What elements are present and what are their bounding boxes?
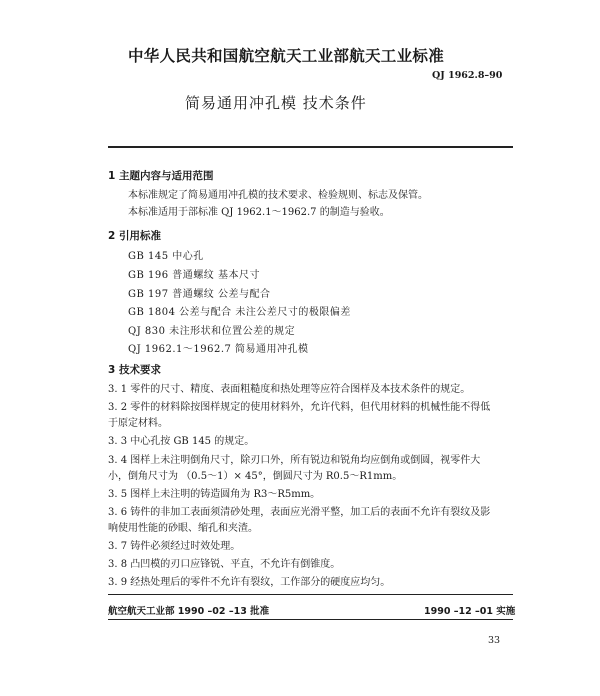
requirement-item: 3. 1 零件的尺寸、精度、表面粗糙度和热处理等应符合图样及本技术条件的规定。: [108, 384, 471, 395]
requirement-item-continuation: 于原定材料。: [108, 418, 168, 429]
reference-standard: GB 145 中心孔: [128, 251, 204, 262]
requirement-item: 3. 6 铸件的非加工表面须清砂处理，表面应光滑平整，加工后的表面不允许有裂纹及影: [108, 507, 491, 518]
standard-number: QJ 1962.8–90: [432, 70, 503, 81]
reference-standard: GB 197 普通螺纹 公差与配合: [128, 289, 271, 300]
reference-standard: QJ 830 未注形状和位置公差的规定: [128, 326, 296, 337]
footer-bottom-divider: [108, 619, 513, 620]
requirement-item: 3. 2 零件的材料除按图样规定的使用材料外，允许代料，但代用材料的机械性能不得低: [108, 402, 491, 413]
footer-divider: [108, 594, 513, 595]
requirement-item: 3. 7 铸件必须经过时效处理。: [108, 541, 241, 552]
reference-standard: GB 196 普通螺纹 基本尺寸: [128, 270, 260, 281]
requirement-item-continuation: 小，倒角尺寸为 （0.5～1）× 45°，倒圆尺寸为 R0.5～R1mm。: [108, 471, 403, 482]
requirement-item: 3. 9 经热处理后的零件不允许有裂纹，工作部分的硬度应均匀。: [108, 577, 391, 588]
section-2-heading: 2 引用标准: [108, 230, 161, 242]
requirement-item: 3. 3 中心孔按 GB 145 的规定。: [108, 436, 255, 447]
requirement-item: 3. 4 图样上未注明倒角尺寸，除刃口外，所有锐边和锐角均应倒角或倒圆，视零件大: [108, 455, 481, 466]
requirement-item: 3. 5 图样上未注明的铸造圆角为 R3～R5mm。: [108, 489, 321, 500]
approval-info: 航空航天工业部 1990 –02 –13 批准: [108, 606, 270, 617]
header-divider: [108, 146, 513, 148]
page-number: 33: [488, 635, 501, 646]
reference-standard: GB 1804 公差与配合 未注公差尺寸的极限偏差: [128, 307, 351, 318]
section-1-line: 本标准规定了简易通用冲孔模的技术要求、检验规则、标志及保管。: [128, 190, 428, 201]
issuing-org-title: 中华人民共和国航空航天工业部航天工业标准: [128, 47, 445, 65]
section-1-line: 本标准适用于部标准 QJ 1962.1～1962.7 的制造与验收。: [128, 207, 390, 218]
section-1-heading: 1 主题内容与适用范围: [108, 170, 214, 182]
document-title: 简易通用冲孔模 技术条件: [185, 94, 367, 112]
effective-date: 1990 –12 –01 实施: [424, 606, 516, 617]
section-3-heading: 3 技术要求: [108, 364, 161, 376]
requirement-item-continuation: 响使用性能的砂眼、缩孔和夹渣。: [108, 523, 258, 534]
requirement-item: 3. 8 凸凹模的刃口应锋锐、平直，不允许有倒锥度。: [108, 559, 341, 570]
reference-standard: QJ 1962.1～1962.7 简易通用冲孔模: [128, 344, 309, 355]
